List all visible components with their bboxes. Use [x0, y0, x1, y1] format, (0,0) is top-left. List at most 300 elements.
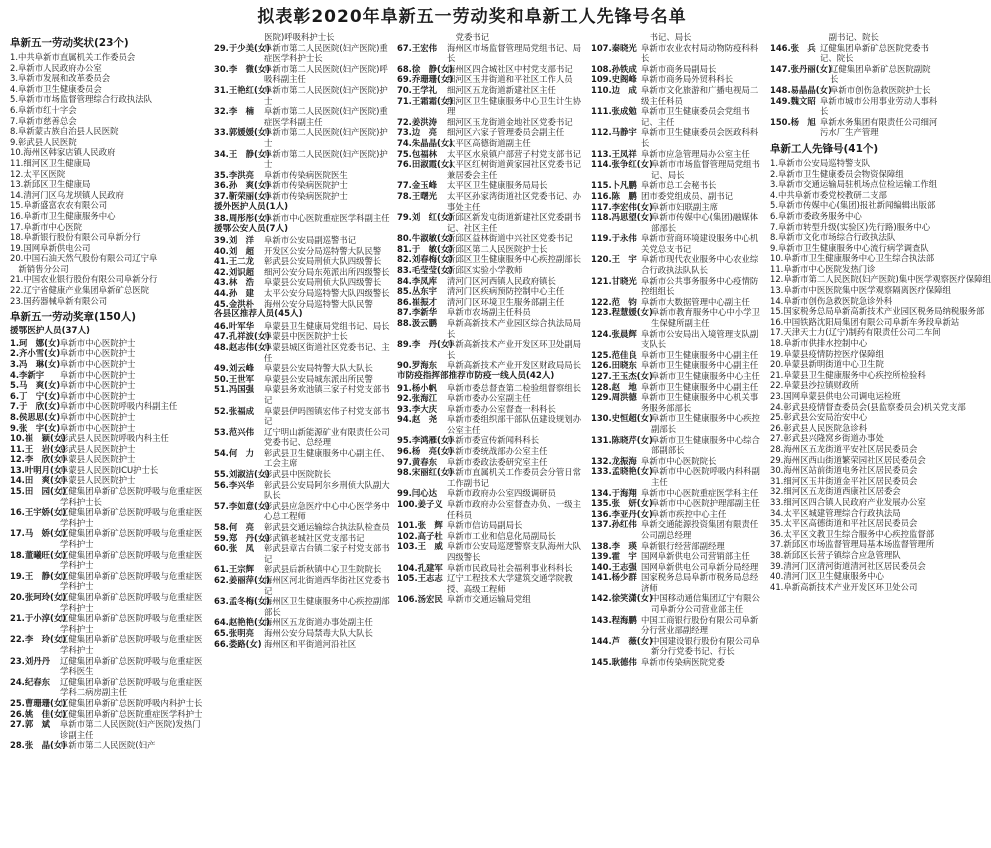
honoree-entry: [10, 380, 208, 391]
honoree-entry: [214, 235, 394, 246]
honoree-unit: 细河区五龙街道新建社区主任: [447, 84, 556, 95]
honoree-name: 36.孙 爽(女): [214, 180, 270, 191]
honoree-name: 131.陈晓芹(女): [591, 434, 653, 445]
honoree-entry: [591, 371, 761, 382]
honoree-entry: [214, 106, 394, 127]
honoree-name: 116.陈 鹏: [591, 190, 637, 201]
honoree-name: 142.徐笑潇(女): [591, 593, 653, 604]
honoree-unit: 阜新市第二人民医院(妇产医院)重症医学科护士长: [264, 42, 388, 64]
honoree-entry: [397, 297, 587, 308]
list-item: 8.阜新市文化市场综合行政执法队: [770, 232, 896, 243]
honoree-name: 52.张福成: [214, 405, 254, 416]
list-item: 19.阜蒙县疫情防控医疗保障组: [770, 348, 884, 359]
honoree-entry: [397, 383, 587, 394]
honoree-unit: 阜新市教育服务中心中小学卫生保健所副主任: [651, 307, 760, 329]
honoree-entry: [397, 446, 587, 457]
honoree-name: 147.张丹丽(女): [770, 63, 832, 74]
honoree-entry: [397, 127, 587, 138]
honoree-unit: 海州区四合城社区中村党支部书记: [447, 63, 573, 74]
honoree-entry: [397, 339, 587, 360]
list-item: 7.阜新市慈善总会: [10, 115, 77, 126]
honoree-name: 47.孔祥波(女): [214, 331, 270, 342]
honoree-entry: [397, 85, 587, 96]
honoree-entry: [397, 265, 587, 276]
honoree-unit: 太平区高德街道副主任: [447, 137, 531, 148]
honoree-unit: 团市委党组成员、副书记: [641, 190, 734, 201]
honoree-entry: [591, 466, 761, 487]
honoree-entry: [214, 246, 394, 257]
honoree-unit: 阜新市市场监督管理局党组书记、局长: [651, 159, 760, 180]
honoree-name: 60.张 凤: [214, 543, 254, 554]
honoree-name: 13.叶明月(女): [10, 464, 66, 475]
honoree-entry: [770, 43, 938, 64]
honoree-name: 16.王宇娇(女): [10, 507, 66, 518]
honoree-entry: [214, 406, 394, 427]
honoree-unit: 阜新市卫生健康服务中心机关事务服务部部长: [641, 392, 759, 413]
honoree-unit: 阜新市中心医院护士: [60, 337, 136, 348]
honoree-name: 120.王 宇: [591, 254, 637, 265]
honoree-entry: [214, 543, 394, 564]
honoree-unit: 阜新市中心医院呼吸内科副主任: [60, 401, 178, 412]
honoree-entry: [770, 117, 938, 138]
honoree-unit: 阜新水务集团有限责任公司细河污水厂生产管理: [820, 116, 938, 138]
honoree-name: 94.赵 尧: [397, 414, 437, 425]
honoree-unit: 阜新市中心医院护士: [60, 390, 136, 401]
honoree-unit: 阜新市政府办公室四级调研员: [447, 488, 556, 499]
honoree-unit: 阜新市文化旅游和广播电视局二级主任科员: [641, 84, 759, 106]
honoree-entry: [10, 709, 208, 720]
honoree-name: 134.于海翔: [591, 487, 637, 498]
honoree-unit: 阜新市卫生健康服务中心主任: [651, 371, 760, 381]
honoree-name: 10.崔 颖(女): [10, 433, 66, 444]
list-item: 20.中国石油天然气股份有限公司辽宁阜: [10, 253, 158, 264]
honoree-unit: 阜新市委办公室副主任: [447, 393, 531, 404]
honoree-unit: 阜新市第二人民医院(妇产医院)重症医学科副主任: [264, 106, 388, 127]
honoree-unit: 阜新市中心医院护士: [60, 348, 136, 359]
honoree-unit: 阜蒙县人民医院ICU护士长: [60, 464, 159, 475]
list-item: 6.阜新市红十字会: [10, 104, 77, 115]
honoree-entry: [214, 191, 394, 202]
list-item: 5.阜新市传媒中心(集团)报社新闻编辑出版部: [770, 200, 936, 211]
honoree-name: 50.王世军: [214, 373, 254, 384]
honoree-name: 23.刘丹丹: [10, 655, 50, 666]
honoree-name: 87.李新华: [397, 307, 437, 318]
list-item: 26.彰武县人民医院急诊科: [770, 422, 868, 433]
honoree-name: 85.丛东宇: [397, 286, 437, 297]
honoree-unit: 阜新市应急管理局办公室主任: [641, 148, 750, 159]
honoree-unit: 阜蒙县城区街道社区党委书记、主任: [264, 341, 390, 363]
honoree-name: 25.曹珊珊(女): [10, 697, 66, 708]
list-item: 10.海州区韩家店镇人民政府: [10, 147, 116, 158]
honoree-name: 8.侯思思(女): [10, 411, 61, 422]
honoree-unit: 彰武县卫生健康服务中心副主任、工会主席: [264, 447, 390, 469]
honoree-unit: 阜新市公共事务服务中心疫情防控组组长: [641, 275, 759, 297]
honoree-entry: [214, 469, 394, 480]
honoree-unit: 阜新市中心医院院长: [641, 455, 717, 466]
section-heading: 阜新五一劳动奖状(23个): [10, 37, 129, 49]
honoree-name: 74.朱晶晶(女): [397, 137, 453, 148]
honoree-name: 78.王曙光: [397, 190, 437, 201]
honoree-unit: 辽健集团阜新矿总医院呼吸与危重症医学科二病房副主任: [60, 676, 203, 698]
list-item: 13.新邱区卫生健康局: [10, 179, 91, 190]
honoree-name: 130.史恒超(女): [591, 413, 653, 424]
list-item: 11.阜新市中心医院发热门诊: [770, 263, 876, 274]
honoree-unit: 辽健集团阜新矿总医院重症医学科护士: [60, 708, 203, 719]
honoree-unit: 细河区玉井街道和平社区工作人员: [447, 74, 573, 85]
list-item: 书记、局长: [591, 32, 692, 42]
honoree-name: 59.郑 丹(女): [214, 532, 270, 543]
honoree-name: 121.甘晓光: [591, 275, 637, 286]
list-item: 29.海州区西山街道繁荣园社区居民委员会: [770, 454, 926, 465]
list-item: 36.太平区文教卫生综合服务中心疾控监督部: [770, 528, 935, 539]
honoree-entry: [397, 393, 587, 404]
honoree-entry: [10, 412, 208, 423]
section-heading: 阜新工人先锋号(41个): [770, 142, 879, 155]
honoree-entry: [214, 85, 394, 106]
honoree-name: 83.毛莹莹(女): [397, 265, 453, 276]
list-item: 38.新邱区长营子镇综合应急管理队: [770, 549, 901, 560]
honoree-unit: 阜新市第二人民医院(妇产医院)呼吸科副主任: [264, 63, 388, 85]
honoree-unit: 阜新市公安局副巡警书记: [264, 235, 357, 246]
honoree-entry: [591, 541, 761, 552]
honoree-name: 33.郭媛媛(女): [214, 127, 270, 138]
honoree-entry: [10, 433, 208, 444]
honoree-entry: [214, 149, 394, 170]
honoree-entry: [591, 64, 761, 75]
honoree-name: 96.杨 亮(女): [397, 446, 453, 457]
honoree-unit: 阜蒙县公安局特警大队大队长: [264, 363, 373, 374]
honoree-unit: 阜新市中心医院护理部副主任: [651, 498, 760, 509]
honoree-name: 149.魏文昭: [770, 95, 816, 106]
honoree-entry: [591, 329, 761, 350]
honoree-entry: [591, 572, 761, 593]
honoree-name: 12.李 欣(女): [10, 454, 66, 465]
honoree-entry: [214, 575, 394, 596]
list-item: 11.细河区卫生健康局: [10, 157, 91, 168]
honoree-entry: [214, 617, 394, 628]
honoree-entry: [591, 435, 761, 456]
list-item: 3.阜新市发展和改革委员会: [10, 73, 111, 84]
honoree-name: 112.马静宇: [591, 127, 637, 138]
honoree-unit: 阜新市第二人民医院(妇产医院)发热门诊副主任: [60, 719, 201, 740]
honoree-name: 89.李 丹(女): [397, 339, 453, 350]
honoree-unit: 清河门区河西镇人民政府镇长: [447, 275, 556, 286]
honoree-entry: [214, 639, 394, 650]
honoree-unit: 海州区河北街道西华街社区党委书记: [264, 575, 390, 596]
list-item: 4.中共阜新市委党校教研二支部: [770, 189, 887, 200]
honoree-entry: [770, 85, 938, 96]
honoree-unit: 阜新市委统战部办公室主任: [447, 446, 548, 457]
honoree-name: 132.龙振海: [591, 455, 637, 466]
list-item: 14.阜新市创伤急救医院急诊外科: [770, 295, 893, 306]
honoree-name: 1.珂 娜(女): [10, 337, 61, 348]
column-5: [770, 32, 991, 844]
honoree-unit: 中国移动通信集团辽宁有限公司阜新分公司营业部主任: [651, 593, 760, 615]
subsection-heading: 援外医护人员(1人): [214, 201, 288, 212]
honoree-name: 4.李新宇: [10, 369, 45, 380]
list-item: 30.海州区站前街道电务社区居民委员会: [770, 465, 918, 476]
honoree-unit: 阜新市工业和信息化局副局长: [447, 530, 556, 541]
list-item: 1.阜新市公安局巡特警支队: [770, 157, 871, 168]
honoree-entry: [397, 573, 587, 594]
honoree-name: 41.王二龙: [214, 256, 254, 267]
honoree-unit: 阜新市委宣传新闻科科长: [447, 435, 540, 446]
honoree-unit: 辽健集团阜新矿总医院呼吸与危重症医学科医生: [60, 655, 203, 677]
honoree-name: 5.马 爽(女): [10, 380, 61, 391]
honoree-unit: 阜新市委办公室督查一科科长: [447, 403, 556, 414]
honoree-name: 35.李洪亮: [214, 169, 254, 180]
list-item: 12.太平区医院: [10, 168, 66, 179]
honoree-unit: 阜新市营商环境建设服务中心机关党总支书记: [641, 233, 759, 254]
honoree-unit: 阜新市妇联副主席: [651, 201, 718, 212]
honoree-entry: [397, 404, 587, 415]
honoree-unit: 辽健集团阜新矿总医院呼吸与危重症医学科护士: [60, 528, 203, 550]
honoree-name: 111.张成勉: [591, 106, 637, 117]
honoree-entry: [10, 656, 208, 677]
honoree-name: 48.赵志伟(女): [214, 341, 270, 352]
honoree-name: 66.娄路(女): [214, 638, 262, 649]
honoree-entry: [214, 267, 394, 278]
honoree-entry: [591, 191, 761, 202]
honoree-unit: 辽健集团阜新矿总医院呼吸内科护士长: [60, 697, 203, 708]
honoree-entry: [591, 233, 761, 254]
list-item: 5.阜新市市场监督管理综合行政执法队: [10, 94, 152, 105]
honoree-unit: 阜新市第二人民医院(妇产医院)护士: [264, 127, 388, 148]
list-item: 32.细河区五龙街道西康社区居委会: [770, 486, 901, 497]
list-item: 39.清河门区清河街道清河社区居民委员会: [770, 560, 926, 571]
honoree-unit: 新邱区新发屯街道新建社区党委副书记、社区主任: [447, 212, 581, 233]
honoree-entry: [10, 338, 208, 349]
list-item: 35.太平区高德街道和平社区居民委员会: [770, 518, 918, 529]
honoree-unit: 阜蒙县中医医院护士长: [264, 331, 348, 342]
honoree-name: 44.孙 建: [214, 288, 254, 299]
honoree-name: 22.李 玲(女): [10, 634, 66, 645]
honoree-unit: 阜蒙县务欢池镇三家子村党支部书记: [264, 384, 390, 405]
honoree-entry: [397, 254, 587, 265]
honoree-name: 99.闫心达: [397, 488, 437, 499]
honoree-entry: [214, 180, 394, 191]
page-title: 拟表彰2020年阜新五一劳动奖和阜新工人先锋号名单: [257, 7, 687, 27]
honoree-name: 64.赵艳艳(女): [214, 617, 270, 628]
honoree-name: 75.包福林: [397, 148, 437, 159]
honoree-entry: [10, 348, 208, 359]
honoree-entry: [591, 159, 761, 180]
honoree-entry: [397, 307, 587, 318]
honoree-unit: 辽宁明山新能源矿业有限责任公司党委书记、总经理: [264, 426, 390, 448]
list-item: 1.中共阜新市直属机关工作委员会: [10, 52, 136, 62]
honoree-unit: 辽宁工程技术大学建筑交通学院教授、高级工程师: [447, 573, 573, 594]
honoree-unit: 阜新市中心医院护士: [60, 358, 136, 369]
honoree-entry: [397, 180, 587, 191]
honoree-unit: 阜新市中心医院护士: [60, 380, 136, 391]
honoree-entry: [397, 541, 587, 562]
honoree-name: 95.李鸿雁(女): [397, 435, 453, 446]
honoree-unit: 阜新市卫生健康委员会医政科科长: [641, 127, 759, 148]
honoree-unit: 太平区水泉镇户部营子村党支部书记: [447, 148, 581, 159]
honoree-entry: [591, 392, 761, 413]
honoree-entry: [397, 138, 587, 149]
honoree-entry: [591, 180, 761, 191]
honoree-name: 31.王艳红(女): [214, 84, 270, 95]
honoree-entry: [397, 467, 587, 488]
honoree-name: 123.程慧媛(女): [591, 307, 653, 318]
list-item: 24.彰武县疫情督查委员会(县监察委员会)机关党支部: [770, 401, 966, 412]
honoree-unit: 阜新市公安局巡逻警察支队海州大队四级警长: [447, 541, 581, 562]
honoree-entry: [10, 571, 208, 592]
honoree-entry: [214, 321, 394, 332]
honoree-name: 9.张 宇(女): [10, 422, 61, 433]
honoree-name: 42.刘识超: [214, 266, 254, 277]
honoree-unit: 阜新市中心医院护士: [60, 422, 136, 433]
honoree-name: 90.罗海东: [397, 360, 437, 371]
honoree-unit: 阜新市大数据管理中心副主任: [641, 296, 750, 307]
section-heading: 阜新五一劳动奖章(150人): [10, 311, 137, 324]
list-item: 22.阜蒙县沙拉镇财政所: [770, 380, 859, 391]
honoree-name: 62.姜丽萍(女): [214, 575, 270, 585]
list-item: 18.阜新市供排水控制中心: [770, 338, 868, 349]
honoree-name: 141.杨少群: [591, 572, 637, 583]
honoree-unit: 阜新市民政局社会福利事业科科长: [447, 562, 573, 573]
honoree-unit: 阜新市直属机关工作委员会分管日常工作副书记: [447, 467, 581, 488]
honoree-name: 11.王 岩(女): [10, 443, 66, 454]
honoree-entry: [591, 74, 761, 85]
honoree-entry: [214, 170, 394, 181]
honoree-entry: [10, 613, 208, 634]
honoree-name: 88.汲云鹏: [397, 318, 437, 329]
list-item: 33.细河区四合镇人民政府产业发展办公室: [770, 496, 926, 507]
list-item: 3.阜新市交通运输局驻机场点位检运输工作组: [770, 179, 938, 190]
honoree-unit: 阜新银行经营部副经理: [641, 540, 725, 551]
honoree-name: 71.王霜霜(女): [397, 95, 453, 106]
honoree-unit: 阜新市传染病医院医生: [264, 169, 348, 180]
list-item: 27.彰武县兴隆窝乡街道办事处: [770, 433, 884, 444]
honoree-entry: [10, 592, 208, 613]
honoree-entry: [10, 370, 208, 381]
honoree-name: 21.于小淳(女): [10, 613, 66, 624]
list-item: 20.阜蒙县新明街道中心卫生院: [770, 359, 884, 370]
honoree-entry: [214, 533, 394, 544]
list-item: 41.阜新高新技术产业开发区环卫处公司: [770, 581, 918, 592]
honoree-name: 73.边 亮: [397, 127, 437, 138]
honoree-unit: 辽健集团阜新矿总医院呼吸与危重症医学科护士: [60, 592, 203, 613]
honoree-name: 6.丁 宁(女): [10, 390, 61, 401]
honoree-name: 138.李 瑛: [591, 540, 637, 551]
honoree-unit: 阜新市委组织部干部队伍建设规划办公室主任: [447, 414, 581, 435]
honoree-name: 27.郭 斌: [10, 719, 50, 730]
honoree-entry: [10, 528, 208, 549]
honoree-entry: [214, 480, 394, 501]
list-item: 2.阜新市卫生健康委员会物资保障组: [770, 168, 904, 179]
honoree-entry: [397, 457, 587, 468]
list-item: 8.阜新蒙古族自治县人民医院: [10, 126, 119, 137]
honoree-name: 128.赵 地: [591, 381, 637, 392]
honoree-entry: [214, 43, 394, 64]
honoree-unit: 阜新高新技术产业开发区财政局局长: [447, 360, 581, 371]
honoree-unit: 阜新市商务局副局长: [641, 63, 717, 74]
honoree-unit: 阜新市第二人民医院(妇产医院)护士: [264, 148, 388, 170]
honoree-entry: [770, 96, 938, 117]
honoree-name: 91.杨小帆: [397, 382, 437, 393]
honoree-unit: 海州区卫生健康服务中心疾控副部部长: [264, 596, 390, 617]
honoree-name: 51.冯国强: [214, 384, 254, 395]
honoree-name: 29.于少美(女): [214, 42, 270, 53]
honoree-name: 39.刘 洋: [214, 235, 254, 246]
honoree-entry: [10, 475, 208, 486]
honoree-entry: [591, 593, 761, 614]
honoree-name: 7.于 欣(女): [10, 401, 61, 412]
honoree-entry: [591, 149, 761, 160]
honoree-name: 117.李宏伟(女): [591, 201, 653, 212]
honoree-entry: [10, 634, 208, 655]
honoree-entry: [397, 531, 587, 542]
honoree-name: 115.卜凡鹏: [591, 180, 637, 191]
honoree-name: 53.范兴伟: [214, 426, 254, 437]
honoree-unit: 阜新市第二人民医院(妇产: [60, 740, 156, 751]
honoree-unit: 彰武县中医院院长: [264, 469, 331, 480]
honoree-unit: 细河区六家子管理委员会副主任: [447, 127, 565, 138]
honoree-unit: 阜新市第二人民医院(妇产医院)护士: [264, 84, 388, 106]
honoree-name: 126.田晓东: [591, 360, 637, 371]
honoree-name: 24.纪春东: [10, 676, 50, 687]
honoree-unit: 阜蒙县公安局刑侦大队四级警长: [264, 277, 382, 288]
honoree-entry: [397, 276, 587, 287]
honoree-entry: [591, 202, 761, 213]
honoree-name: 18.董曦旺(女): [10, 549, 66, 560]
honoree-unit: 阜新市中心医院重症医学科主任: [641, 487, 759, 498]
honoree-name: 105.王志志: [397, 573, 443, 584]
honoree-unit: 阜新市城市公用事业劳动人事科长: [820, 95, 938, 117]
honoree-entry: [10, 507, 208, 528]
honoree-entry: [397, 360, 587, 371]
honoree-unit: 阜新市农场副主任科员: [447, 307, 531, 318]
honoree-entry: [397, 149, 587, 160]
honoree-name: 34.王 静(女): [214, 148, 270, 159]
honoree-unit: 海州区市场监督管理局党组书记、局长: [447, 42, 581, 64]
honoree-entry: [591, 551, 761, 562]
honoree-name: 150.杨 旭: [770, 116, 816, 127]
honoree-name: 79.刘 红(女): [397, 212, 453, 223]
honoree-entry: [591, 509, 761, 520]
list-item: 31.细河区玉井街道金平社区居民委员会: [770, 475, 918, 486]
honoree-entry: [214, 448, 394, 469]
honoree-name: 140.王志强: [591, 561, 637, 572]
honoree-unit: 国网阜新供电公司阜新分局经理: [641, 561, 759, 572]
list-item: 9.阜新市卫生健康服务中心流行病学调查队: [770, 242, 929, 253]
list-item: 23.国药器械阜新有限公司: [10, 295, 108, 306]
honoree-entry: [397, 414, 587, 435]
honoree-unit: 彰武县交通运输综合执法队检查员: [264, 522, 390, 533]
honoree-unit: 阜新市农业农村局动物防疫科科长: [641, 42, 759, 64]
honoree-entry: [214, 299, 394, 310]
honoree-name: 143.程海鹏: [591, 614, 637, 625]
honoree-entry: [214, 331, 394, 342]
honoree-name: 139.霍 宇: [591, 551, 637, 562]
honoree-entry: [591, 498, 761, 509]
list-item: 6.阜新市委政务服务中心: [770, 210, 862, 221]
honoree-unit: 阜新市委政法委研究室主任: [447, 456, 548, 467]
list-item: 副书记、院长: [770, 32, 879, 42]
honoree-name: 113.王凤祥: [591, 148, 637, 159]
honoree-unit: 彰武镇老城社区党支部书记: [264, 532, 365, 543]
honoree-entry: [397, 233, 587, 244]
honoree-unit: 阜新高新技术产业开发区环卫处副局长: [447, 339, 581, 360]
honoree-entry: [397, 286, 587, 297]
honoree-name: 86.崔振才: [397, 296, 437, 307]
column-1: [10, 32, 208, 844]
list-item: 2.阜新市人民政府办公室: [10, 62, 102, 73]
honoree-unit: 彰武县公安局刑侦大队四级警长: [264, 256, 382, 267]
honoree-entry: [397, 96, 587, 117]
